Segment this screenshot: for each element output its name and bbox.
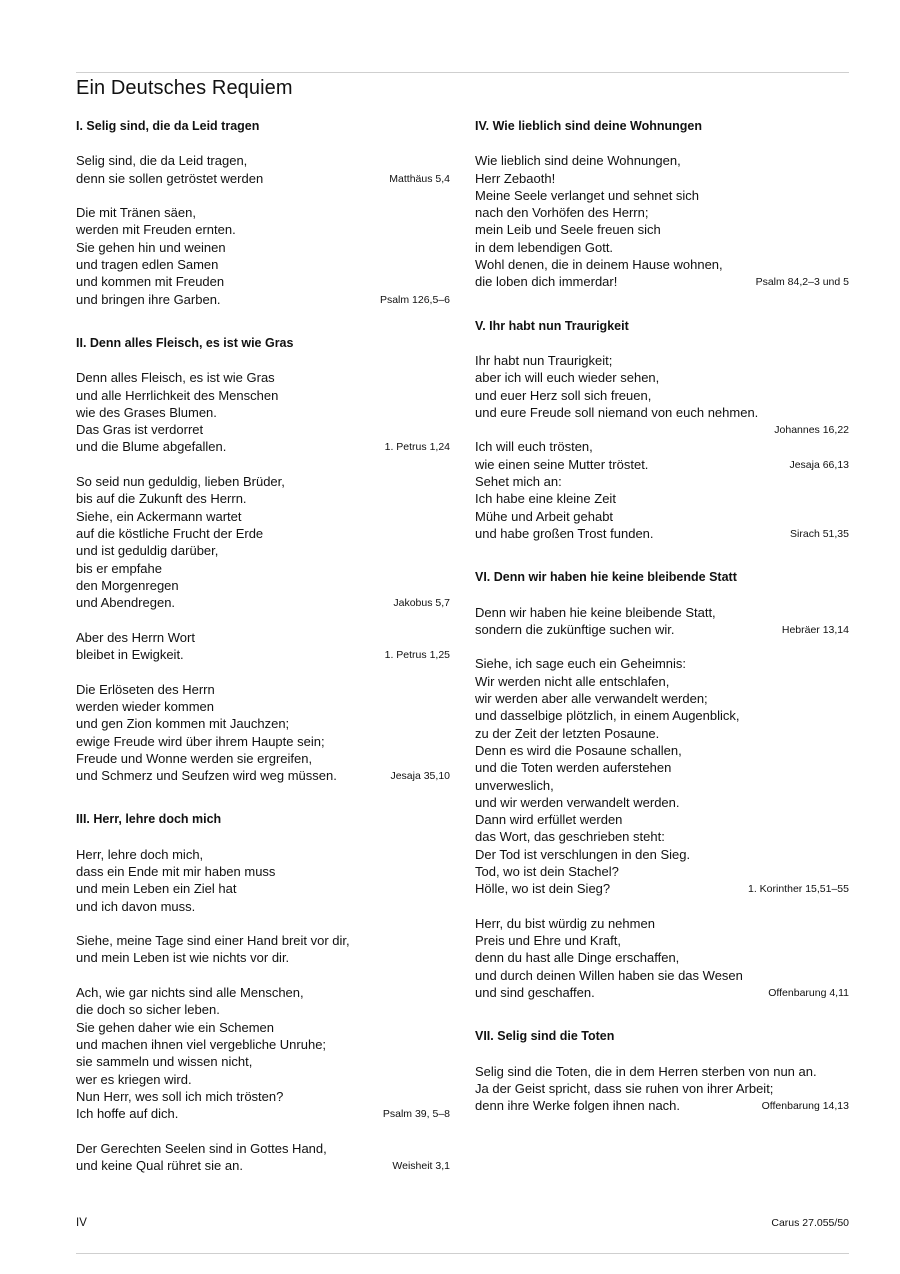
verse-line bbox=[76, 239, 450, 256]
verse-line bbox=[76, 170, 450, 187]
verse-line bbox=[475, 794, 849, 811]
verse-text: auf die köstliche Frucht der Erde bbox=[76, 525, 264, 541]
verse-text: Ach, wie gar nichts sind alle Menschen, bbox=[76, 985, 304, 1001]
verse-line bbox=[475, 404, 849, 421]
section-heading: VII. Selig sind die Toten bbox=[475, 1029, 615, 1044]
verse-line bbox=[475, 863, 849, 880]
catalog-number: Carus 27.055/50 bbox=[771, 1217, 849, 1229]
stanza bbox=[475, 152, 849, 290]
verse-text: wie des Grases Blumen. bbox=[76, 404, 217, 420]
verse-line bbox=[475, 508, 849, 525]
verse-text: Ich habe eine kleine Zeit bbox=[475, 491, 616, 507]
verse-text: Ich will euch trösten, bbox=[475, 439, 593, 455]
verse-line bbox=[76, 681, 450, 698]
verse-line bbox=[475, 828, 849, 845]
verse-text: Siehe, ich sage euch ein Geheimnis: bbox=[475, 656, 687, 672]
verse-line bbox=[76, 1001, 450, 1018]
verse-text: und ich davon muss. bbox=[76, 898, 196, 914]
verse-text: wie einen seine Mutter tröstet. bbox=[475, 456, 649, 472]
verse-line bbox=[76, 646, 450, 663]
scripture-reference: 1. Petrus 1,24 bbox=[384, 441, 450, 454]
verse-text: Ich hoffe auf dich. bbox=[76, 1106, 179, 1122]
verse-text: Denn wir haben hie keine bleibende Statt, bbox=[475, 604, 716, 620]
verse-text: bis er empfahe bbox=[76, 560, 162, 576]
stanza bbox=[475, 655, 849, 897]
verse-text: Der Gerechten Seelen sind in Gottes Hand, bbox=[76, 1140, 327, 1156]
verse-text: und euer Herz soll sich freuen, bbox=[475, 387, 652, 403]
verse-line bbox=[475, 673, 849, 690]
verse-line bbox=[76, 949, 450, 966]
verse-text: werden mit Freuden ernten. bbox=[76, 222, 236, 238]
verse-line bbox=[76, 525, 450, 542]
verse-text: und mein Leben ist wie nichts vor dir. bbox=[76, 950, 290, 966]
verse-text: das Wort, das geschrieben steht: bbox=[475, 829, 665, 845]
verse-text: und dasselbige plötzlich, in einem Augenblick, bbox=[475, 708, 740, 724]
section bbox=[76, 117, 450, 308]
verse-text: und gen Zion kommen mit Jauchzen; bbox=[76, 716, 290, 732]
verse-line bbox=[76, 767, 450, 784]
verse-line bbox=[76, 698, 450, 715]
verse-text: Freude und Wonne werden sie ergreifen, bbox=[76, 750, 313, 766]
section bbox=[475, 1027, 849, 1114]
verse-text: Die Erlöseten des Herrn bbox=[76, 681, 215, 697]
verse-text: und kommen mit Freuden bbox=[76, 274, 225, 290]
verse-line bbox=[475, 204, 849, 221]
verse-text: aber ich will euch wieder sehen, bbox=[475, 370, 660, 386]
scripture-reference: Sirach 51,35 bbox=[790, 527, 849, 540]
verse-text: Sie gehen daher wie ein Schemen bbox=[76, 1019, 275, 1035]
verse-line bbox=[475, 932, 849, 949]
verse-line bbox=[475, 187, 849, 204]
verse-text: und machen ihnen viel vergebliche Unruhe; bbox=[76, 1036, 327, 1052]
verse-text: wir werden aber alle verwandelt werden; bbox=[475, 691, 708, 707]
verse-line bbox=[76, 369, 450, 386]
verse-text: Wohl denen, die in deinem Hause wohnen, bbox=[475, 257, 723, 273]
scripture-reference: Psalm 84,2–3 und 5 bbox=[755, 276, 849, 289]
verse-line bbox=[76, 473, 450, 490]
verse-line bbox=[76, 1157, 450, 1174]
verse-line bbox=[475, 915, 849, 932]
verse-text: und Abendregen. bbox=[76, 595, 176, 611]
verse-line bbox=[76, 221, 450, 238]
verse-text: Nun Herr, wes soll ich mich trösten? bbox=[76, 1088, 284, 1104]
verse-line bbox=[76, 984, 450, 1001]
verse-text: die loben dich immerdar! bbox=[475, 274, 618, 290]
verse-text: Der Tod ist verschlungen in den Sieg. bbox=[475, 846, 691, 862]
verse-text: die doch so sicher leben. bbox=[76, 1002, 220, 1018]
verse-line bbox=[475, 742, 849, 759]
section-heading: V. Ihr habt nun Traurigkeit bbox=[475, 318, 629, 333]
verse-text: den Morgenregen bbox=[76, 577, 179, 593]
verse-line bbox=[475, 1097, 849, 1114]
section bbox=[76, 334, 450, 784]
verse-text: Die mit Tränen säen, bbox=[76, 205, 196, 221]
verse-line bbox=[76, 1019, 450, 1036]
verse-text: Sehet mich an: bbox=[475, 474, 562, 490]
verse-text: denn ihre Werke folgen ihnen nach. bbox=[475, 1098, 681, 1114]
section-gap bbox=[76, 784, 450, 810]
verse-line bbox=[475, 1063, 849, 1080]
verse-text: und tragen edlen Samen bbox=[76, 257, 219, 273]
verse-line bbox=[76, 846, 450, 863]
verse-text: Dann wird erfüllet werden bbox=[475, 812, 623, 828]
verse-text: So seid nun geduldig, lieben Brüder, bbox=[76, 474, 285, 490]
verse-line bbox=[475, 256, 849, 273]
verse-text: und alle Herrlichkeit des Menschen bbox=[76, 387, 279, 403]
verse-line bbox=[475, 1080, 849, 1097]
verse-line bbox=[76, 560, 450, 577]
verse-line bbox=[76, 898, 450, 915]
verse-line bbox=[76, 863, 450, 880]
scripture-reference: 1. Korinther 15,51–55 bbox=[748, 883, 849, 896]
section bbox=[475, 568, 849, 1001]
verse-line bbox=[475, 456, 849, 473]
stanza bbox=[76, 204, 450, 308]
verse-line bbox=[475, 707, 849, 724]
verse-line bbox=[76, 542, 450, 559]
verse-text: Siehe, meine Tage sind einer Hand breit vor dir, bbox=[76, 933, 350, 949]
section bbox=[475, 317, 849, 543]
verse-line bbox=[475, 170, 849, 187]
section-gap bbox=[475, 291, 849, 317]
verse-line bbox=[76, 1140, 450, 1157]
verse-text: Denn es wird die Posaune schallen, bbox=[475, 742, 682, 758]
verse-text: Mühe und Arbeit gehabt bbox=[475, 508, 614, 524]
verse-line bbox=[76, 1036, 450, 1053]
verse-text: und die Blume abgefallen. bbox=[76, 439, 227, 455]
verse-line bbox=[475, 811, 849, 828]
verse-line bbox=[76, 880, 450, 897]
section bbox=[475, 117, 849, 291]
stanza bbox=[76, 932, 450, 967]
verse-text: denn du hast alle Dinge erschaffen, bbox=[475, 950, 680, 966]
verse-text: Tod, wo ist dein Stachel? bbox=[475, 863, 619, 879]
verse-line bbox=[76, 715, 450, 732]
verse-line bbox=[76, 273, 450, 290]
verse-text: zu der Zeit der letzten Posaune. bbox=[475, 725, 660, 741]
verse-line bbox=[475, 387, 849, 404]
verse-line bbox=[475, 759, 849, 776]
verse-text: Herr, du bist würdig zu nehmen bbox=[475, 915, 655, 931]
scripture-reference: Offenbarung 14,13 bbox=[761, 1100, 849, 1113]
verse-text: in dem lebendigen Gott. bbox=[475, 239, 614, 255]
verse-text: und sind geschaffen. bbox=[475, 985, 595, 1001]
scripture-reference: Jakobus 5,7 bbox=[393, 597, 450, 610]
verse-text: und durch deinen Willen haben sie das Wesen bbox=[475, 967, 743, 983]
verse-text: und die Toten werden auferstehen bbox=[475, 760, 672, 776]
verse-line bbox=[475, 655, 849, 672]
verse-line bbox=[475, 525, 849, 542]
stanza bbox=[475, 915, 849, 1001]
verse-text: nach den Vorhöfen des Herrn; bbox=[475, 205, 649, 221]
verse-text: sie sammeln und wissen nicht, bbox=[76, 1054, 253, 1070]
verse-text: und eure Freude soll niemand von euch nehmen. bbox=[475, 404, 759, 420]
verse-text: Preis und Ehre und Kraft, bbox=[475, 933, 621, 949]
verse-text: mein Leib und Seele freuen sich bbox=[475, 222, 661, 238]
verse-text: Ja der Geist spricht, dass sie ruhen von ihrer Arbeit; bbox=[475, 1080, 774, 1096]
scripture-reference: 1. Petrus 1,25 bbox=[384, 649, 450, 662]
scripture-reference: Jesaja 66,13 bbox=[789, 458, 849, 471]
verse-text: und habe großen Trost funden. bbox=[475, 525, 654, 541]
stanza bbox=[475, 604, 849, 639]
bottom-rule bbox=[76, 1253, 849, 1254]
section-heading: IV. Wie lieblich sind deine Wohnungen bbox=[475, 119, 702, 133]
verse-text: Ihr habt nun Traurigkeit; bbox=[475, 352, 613, 368]
verse-text: wer es kriegen wird. bbox=[76, 1071, 192, 1087]
verse-line bbox=[475, 777, 849, 794]
stanza bbox=[76, 984, 450, 1122]
verse-text: bis auf die Zukunft des Herrn. bbox=[76, 491, 247, 507]
verse-text: werden wieder kommen bbox=[76, 698, 215, 714]
verse-line bbox=[475, 880, 849, 897]
verse-text: und Schmerz und Seufzen wird weg müssen. bbox=[76, 768, 337, 784]
verse-line bbox=[76, 421, 450, 438]
right-column bbox=[475, 117, 849, 1115]
stanza bbox=[76, 681, 450, 785]
verse-line bbox=[475, 984, 849, 1001]
verse-text: und wir werden verwandelt werden. bbox=[475, 794, 680, 810]
section-heading: VI. Denn wir haben hie keine bleibende Statt bbox=[475, 570, 737, 585]
verse-line bbox=[76, 204, 450, 221]
stanza bbox=[475, 1063, 849, 1115]
verse-line bbox=[76, 404, 450, 421]
verse-text: Selig sind, die da Leid tragen, bbox=[76, 153, 248, 169]
verse-line bbox=[76, 750, 450, 767]
verse-line bbox=[76, 1053, 450, 1070]
verse-text: Wir werden nicht alle entschlafen, bbox=[475, 673, 670, 689]
top-rule bbox=[76, 72, 849, 73]
verse-line bbox=[76, 490, 450, 507]
verse-line bbox=[475, 473, 849, 490]
verse-line bbox=[475, 967, 849, 984]
left-column bbox=[76, 117, 450, 1174]
verse-line bbox=[475, 846, 849, 863]
verse-line bbox=[76, 932, 450, 949]
verse-text: Wie lieblich sind deine Wohnungen, bbox=[475, 153, 681, 169]
verse-text: Meine Seele verlanget und sehnet sich bbox=[475, 187, 700, 203]
section-heading: I. Selig sind, die da Leid tragen bbox=[76, 119, 260, 133]
verse-line bbox=[76, 152, 450, 169]
verse-line bbox=[76, 629, 450, 646]
verse-text: bleibet in Ewigkeit. bbox=[76, 647, 184, 663]
section bbox=[76, 810, 450, 1174]
verse-text: Aber des Herrn Wort bbox=[76, 629, 195, 645]
verse-line bbox=[475, 604, 849, 621]
stanza bbox=[76, 369, 450, 455]
verse-text: Selig sind die Toten, die in dem Herren sterben von nun an. bbox=[475, 1063, 817, 1079]
verse-line bbox=[475, 369, 849, 386]
verse-text: und bringen ihre Garben. bbox=[76, 291, 221, 307]
verse-line bbox=[475, 221, 849, 238]
verse-line bbox=[76, 256, 450, 273]
scripture-reference: Psalm 126,5–6 bbox=[379, 293, 450, 306]
verse-line bbox=[76, 577, 450, 594]
verse-text: Hölle, wo ist dein Sieg? bbox=[475, 881, 611, 897]
scripture-reference: Matthäus 5,4 bbox=[389, 172, 450, 185]
verse-text: und ist geduldig darüber, bbox=[76, 543, 219, 559]
verse-text: Sie gehen hin und weinen bbox=[76, 239, 226, 255]
stanza bbox=[76, 473, 450, 611]
page-title: Ein Deutsches Requiem bbox=[76, 77, 293, 99]
verse-line bbox=[76, 594, 450, 611]
section-gap bbox=[475, 542, 849, 568]
verse-text: Herr Zebaoth! bbox=[475, 170, 556, 186]
verse-line bbox=[475, 152, 849, 169]
verse-line bbox=[475, 621, 849, 638]
stanza bbox=[475, 352, 849, 542]
page-number: IV bbox=[76, 1217, 87, 1229]
stanza bbox=[76, 846, 450, 915]
verse-text: sondern die zukünftige suchen wir. bbox=[475, 621, 675, 637]
verse-line bbox=[475, 490, 849, 507]
verse-text: und mein Leben ein Ziel hat bbox=[76, 881, 237, 897]
verse-line bbox=[76, 1071, 450, 1088]
verse-text: unverweslich, bbox=[475, 777, 554, 793]
verse-line bbox=[76, 508, 450, 525]
section-heading: II. Denn alles Fleisch, es ist wie Gras bbox=[76, 335, 294, 350]
verse-line bbox=[76, 1088, 450, 1105]
section-gap bbox=[475, 1001, 849, 1027]
scripture-reference: Jesaja 35,10 bbox=[390, 770, 450, 783]
verse-text: dass ein Ende mit mir haben muss bbox=[76, 863, 276, 879]
section-gap bbox=[76, 308, 450, 334]
verse-text: Herr, lehre doch mich, bbox=[76, 846, 204, 862]
verse-line bbox=[475, 690, 849, 707]
scripture-reference: Weisheit 3,1 bbox=[392, 1160, 450, 1173]
stanza bbox=[76, 152, 450, 187]
verse-line bbox=[475, 438, 849, 455]
verse-line bbox=[475, 273, 849, 290]
verse-line bbox=[475, 352, 849, 369]
section-heading: III. Herr, lehre doch mich bbox=[76, 812, 222, 827]
scripture-reference: Johannes 16,22 bbox=[774, 424, 849, 437]
verse-text: ewige Freude wird über ihrem Haupte sein; bbox=[76, 733, 325, 749]
verse-line bbox=[475, 239, 849, 256]
verse-line bbox=[475, 949, 849, 966]
verse-line bbox=[76, 291, 450, 308]
stanza bbox=[76, 1140, 450, 1175]
scripture-reference: Psalm 39, 5–8 bbox=[382, 1108, 450, 1121]
verse-text: Das Gras ist verdorret bbox=[76, 422, 204, 438]
verse-text: Siehe, ein Ackermann wartet bbox=[76, 508, 242, 524]
stanza bbox=[76, 629, 450, 664]
verse-text: Denn alles Fleisch, es ist wie Gras bbox=[76, 370, 275, 386]
scripture-reference: Offenbarung 4,11 bbox=[768, 987, 849, 1000]
verse-line bbox=[76, 1105, 450, 1122]
verse-line bbox=[76, 387, 450, 404]
verse-line bbox=[76, 733, 450, 750]
verse-line bbox=[475, 725, 849, 742]
scripture-reference: Hebräer 13,14 bbox=[781, 623, 849, 636]
verse-line bbox=[475, 421, 849, 438]
verse-line bbox=[76, 438, 450, 455]
verse-text: und keine Qual rühret sie an. bbox=[76, 1158, 243, 1174]
verse-text: denn sie sollen getröstet werden bbox=[76, 170, 264, 186]
